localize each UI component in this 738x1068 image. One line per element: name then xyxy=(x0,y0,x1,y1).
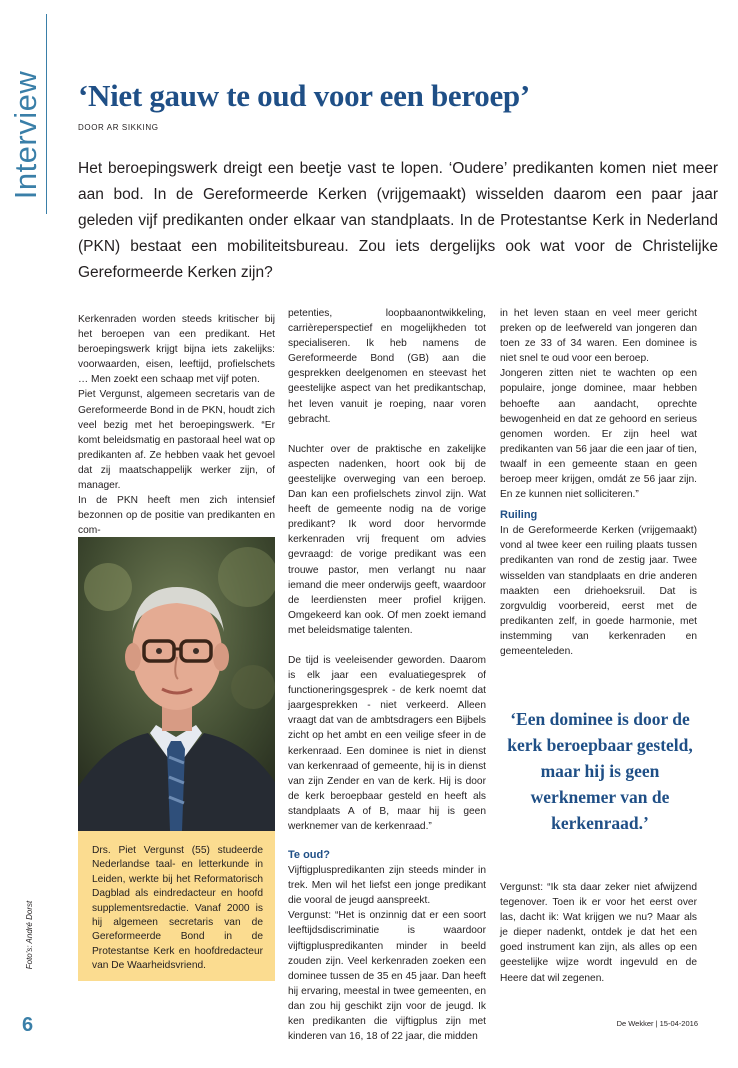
paragraph: Kerkenraden worden steeds kritischer bij het beroepen van een predikant. Het beroepingswerk krijgt bijna iets zakelijks: voorwaarden, eisen, leeftijd, profielschets … Men zoekt een schaap met vijf poten. xyxy=(78,314,275,386)
column-1 xyxy=(78,312,275,538)
subheading: Te oud? xyxy=(288,849,330,862)
paragraph: Vijftigpluspredikanten zijn steeds minder in trek. Men wil het liefst een jonge predikant die vooral de jeugd aanspreekt. xyxy=(288,865,486,907)
paragraph: In de Gereformeerde Kerken (vrijgemaakt) vond al twee keer een ruiling plaats tussen predikanten van rond de zestig jaar. Twee wisselden van standplaats en drie anderen maakten een driehoeksruil. Dat is zorgvuldig voorbereid, eerst met de predikanten zelf, in goede harmonie, met instemming van kerkenraden en gemeenteleden. xyxy=(500,525,697,657)
intro-paragraph: Het beroepingswerk dreigt een beetje vast te lopen. ‘Oudere’ predikanten komen niet meer aan bod. In de Gereformeerde Kerken (vrijgemaakt) wisselden daarom een paar jaar geleden vijf predikanten onder elkaar van standplaats. In de Protestantse Kerk in Nederland (PKN) bestaat een mobiliteitsbureau. Zou iets dergelijks ook wat voor de Christelijke Gereformeerde Kerken zijn? xyxy=(78,160,718,281)
paragraph: Jongeren zitten niet te wachten op een populaire, jonge dominee, maar hebben behoefte aan aandacht, oprechte bewogenheid en dat ze gehoord en serieus genomen worden. Er zijn heel wat predikanten van 56 jaar die een jaar of tien, twaalf in een gemeente staan en geen beroep meer krijgen, omdát ze 56 jaar zijn. En ze kunnen niet solliciteren.” xyxy=(500,368,697,501)
portrait-photo xyxy=(78,537,275,831)
paragraph: De tijd is veeleisender geworden. Daarom is elk jaar een evaluatiegesprek of functioneringsgesprek - de kerk noemt dat jaargesprekken - niet verkeerd. Alleen vraagt dat van de ambtsdragers een Bijbels zicht op het ambt en een veilige sfeer in de kerkenraad. Een dominee is niet in dienst van kerkenraad of gemeente, hij is in dienst van zijn Zender en van de kerk. Hij is door de kerk beroepbaar gesteld en heeft als standplaats A of B, maar hij is geen werknemer van de kerkenraad.” xyxy=(288,654,486,832)
column-3 xyxy=(500,306,697,659)
subheading: Ruiling xyxy=(500,509,538,522)
column-2 xyxy=(288,306,486,1044)
byline: DOOR AR SIKKING xyxy=(78,123,159,132)
column-3-continued xyxy=(500,880,697,986)
pull-quote: ‘Een dominee is door de kerk beroepbaar gesteld, maar hij is geen werknemer van de kerkenraad.’ xyxy=(507,709,693,833)
page-number: 6 xyxy=(22,1014,34,1036)
portrait-illustration xyxy=(78,537,275,831)
photo-credit: Foto’s: André Dorst xyxy=(25,900,34,970)
paragraph: petenties, loopbaanontwikkeling, carrièreperspectief en mogelijkheden tot specialiseren. Ik heb namens de Gereformeerde Bond (GB) aan die gesprekken deelgenomen en steevast het geestelijke aspect van het predikantschap, het leven vanuit je roeping, naar voren gebracht. xyxy=(288,308,486,425)
section-label: Interview xyxy=(8,70,43,200)
article-title: ‘Niet gauw te oud voor een beroep’ xyxy=(78,78,530,113)
footer-publication: De Wekker | 15-04-2016 xyxy=(616,1019,698,1028)
paragraph: in het leven staan en veel meer gericht preken op de leefwereld van jongeren dan toen ze 33 of 34 waren. Een dominee is niet snel te oud voor een beroep. xyxy=(500,308,697,365)
paragraph: Vergunst: “Het is onzinnig dat er een soort leeftijdsdiscriminatie is waardoor vijftigpluspredikanten minder in beeld zouden zijn. Veel kerkenraden zoeken een dominee tussen de 35 en 45 jaar. Dan heeft hij ervaring, meestal in twee gemeenten, en dan zou hij geschikt zijn voor de jeugd. Ik ken predikanten die vijftigplus zijn met kinderen van 16, 18 of 22 jaar, die midden xyxy=(288,910,486,1043)
paragraph: Piet Vergunst, algemeen secretaris van de Gereformeerde Bond in de PKN, houdt zich veel bezig met het beroepingswerk. “Er komt beleidsmatig en pastoraal heel wat op predikanten af. Ze hebben vaak het gevoel dat zij maatschappelijk werker zijn, of manager. xyxy=(78,389,275,492)
section-rule xyxy=(46,14,47,214)
paragraph: Nuchter over de praktische en zakelijke aspecten nadenken, hoort ook bij de geestelijke overweging van een beroep. Dan kan een profielschets zinvol zijn. Wat heeft de gemeente nodig na de vorige predikant? Ik word door hervormde kerkenraden vrij frequent om advies gevraagd: de vorige predikant was een trouwe pastor, men verlangt nu naar iemand die meer onderwijs geeft, waardoor de leerdiensten meer profiel krijgen. Omgekeerd kan ook. Of men zoekt iemand met beleidsmatige talenten. xyxy=(288,443,486,636)
paragraph: Vergunst: “Ik sta daar zeker niet afwijzend tegenover. Toen ik er voor het eerst over las, dacht ik: Wat krijgen we nu? Maar als je dieper nadenkt, ontdek je dat het een goed instrument kan zijn, als alles op een geestelijke wijze wordt ingevuld en de Heere dat wil zegenen. xyxy=(500,882,697,984)
photo-caption xyxy=(78,831,275,981)
caption-text: Drs. Piet Vergunst (55) studeerde Nederlandse taal- en letterkunde in Leiden, werkte bij het Reformatorisch Dagblad als eindredacteur en hoofd supplementsredactie. Vanaf 2000 is hij algemeen secretaris van de Gereformeerde Bond in de Protestantse Kerk en hoofdredacteur van De Waarheidsvriend. xyxy=(92,845,263,972)
paragraph: In de PKN heeft men zich intensief bezonnen op de positie van predikanten en com- xyxy=(78,495,275,537)
